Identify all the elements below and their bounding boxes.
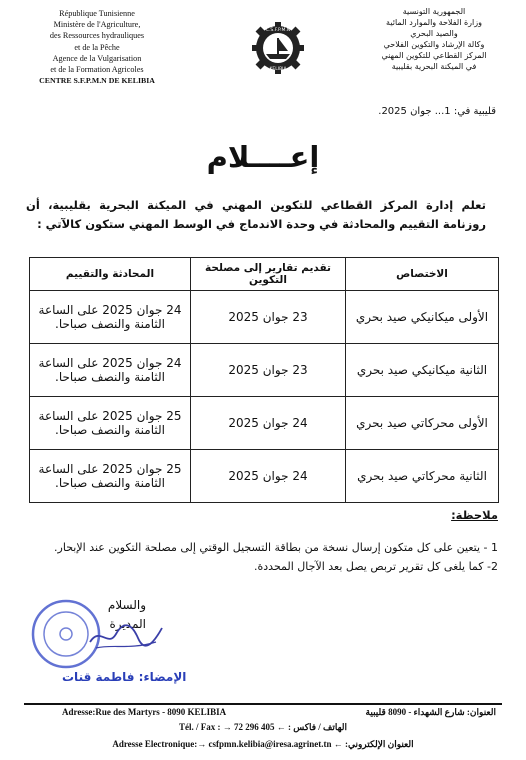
- notes-list: [28, 538, 498, 576]
- header-left-line: des Ressources hydrauliques: [49, 31, 145, 41]
- closing-text: والسلام: [107, 598, 146, 612]
- gear-logo-icon: [246, 20, 310, 82]
- page-title: إعــــلام: [206, 140, 320, 174]
- cell-submission-date: 23 جوان 2025: [191, 344, 346, 397]
- header-right-line: المركز القطاعي للتكوين المهني: [381, 51, 487, 60]
- logo-top-text: C.S.F.P.M.N: [265, 28, 291, 33]
- header-left-line: Ministère de l'Agriculture,: [53, 20, 141, 30]
- note-heading: ملاحظة:: [451, 508, 498, 522]
- table-row: [30, 291, 499, 344]
- cell-interview: 24 جوان 2025 على الساعة الثامنة والنصف صباحا.: [30, 344, 191, 397]
- header-left: [22, 8, 172, 86]
- table-row: [30, 450, 499, 503]
- signer-title: المديرة: [109, 617, 146, 631]
- footer-phone: Tél. / Fax : → 72 296 405 ← : الهاتف / فاكس: [178, 722, 347, 732]
- handwritten-signature-icon: [86, 616, 166, 656]
- cell-interview: 25 جوان 2025 على الساعة الثامنة والنصف صباحا.: [30, 397, 191, 450]
- logo-bottom-text: KELIBIA: [269, 67, 287, 72]
- footer-address-fr: Adresse:Rue des Martyrs - 8090 KELIBIA: [62, 707, 227, 717]
- table-row: [30, 397, 499, 450]
- cell-specialty: الأولى محركاتي صيد بحري: [346, 397, 499, 450]
- cell-submission-date: 24 جوان 2025: [191, 397, 346, 450]
- column-header-specialty: الاختصاص: [346, 258, 499, 291]
- footer-address-ar: العنوان: شارع الشهداء - 8090 قليبية: [365, 707, 496, 717]
- document-date: قليبية في: 1... جوان 2025.: [378, 106, 496, 117]
- header-right-line: الجمهورية التونسية: [402, 7, 466, 16]
- cell-interview: 24 جوان 2025 على الساعة الثامنة والنصف صباحا.: [30, 291, 191, 344]
- cell-specialty: الثانية محركاتي صيد بحري: [346, 450, 499, 503]
- footer-divider: [24, 703, 502, 705]
- column-header-submission: تقديم تقارير إلى مصلحة التكوين: [191, 258, 346, 291]
- table-header-row: [30, 258, 499, 291]
- schedule-table: [29, 257, 499, 503]
- header-left-line: et de la Pêche: [74, 42, 120, 52]
- center-name: CENTRE S.F.P.M.N DE KELIBIA: [39, 76, 155, 86]
- header-right-line: والصيد البحري: [410, 29, 458, 38]
- note-item: 1 - يتعين على كل متكون إرسال نسخة من بطاقة التسجيل الوقتي إلى مصلحة التكوين عند الإبحار.: [54, 541, 498, 554]
- cell-interview: 25 جوان 2025 على الساعة الثامنة والنصف صباحا.: [30, 450, 191, 503]
- header-right-line: في الميكنة البحرية بقليبية: [391, 62, 477, 71]
- header-left-line: et de la Formation Agricoles: [50, 65, 144, 75]
- cell-submission-date: 24 جوان 2025: [191, 450, 346, 503]
- signature-name: الإمضاء: فاطمة قنات: [62, 670, 187, 684]
- header-left-line: Agence de la Vulgarisation: [52, 53, 142, 63]
- cell-specialty: الثانية ميكانيكي صيد بحري: [346, 344, 499, 397]
- column-header-interview: المحادثة والتقييم: [30, 258, 191, 291]
- footer-email: Adresse Electronique:→ csfpmn.kelibia@iresa.agrinet.tn ← :العنوان الإلكتروني: [112, 739, 414, 749]
- header-right-line: وزارة الفلاحة والموارد المائية: [386, 18, 482, 27]
- cell-submission-date: 23 جوان 2025: [191, 291, 346, 344]
- header-right-line: وكالة الإرشاد والتكوين الفلاحي: [383, 40, 485, 49]
- intro-paragraph: تعلم إدارة المركز القطاعي للتكوين المهني في الميكنة البحرية بقليبية، أن روزنامة التقييم والمحادثة في وحدة الاندماج في الوسط المهني ستكون كالآتي :: [26, 198, 486, 231]
- table-row: [30, 344, 499, 397]
- note-item: 2- كما يلغى كل تقرير تربص يصل بعد الآجال المحددة.: [254, 560, 498, 573]
- header-right: [364, 6, 504, 72]
- header-left-line: République Tunisienne: [59, 9, 135, 18]
- cell-specialty: الأولى ميكانيكي صيد بحري: [346, 291, 499, 344]
